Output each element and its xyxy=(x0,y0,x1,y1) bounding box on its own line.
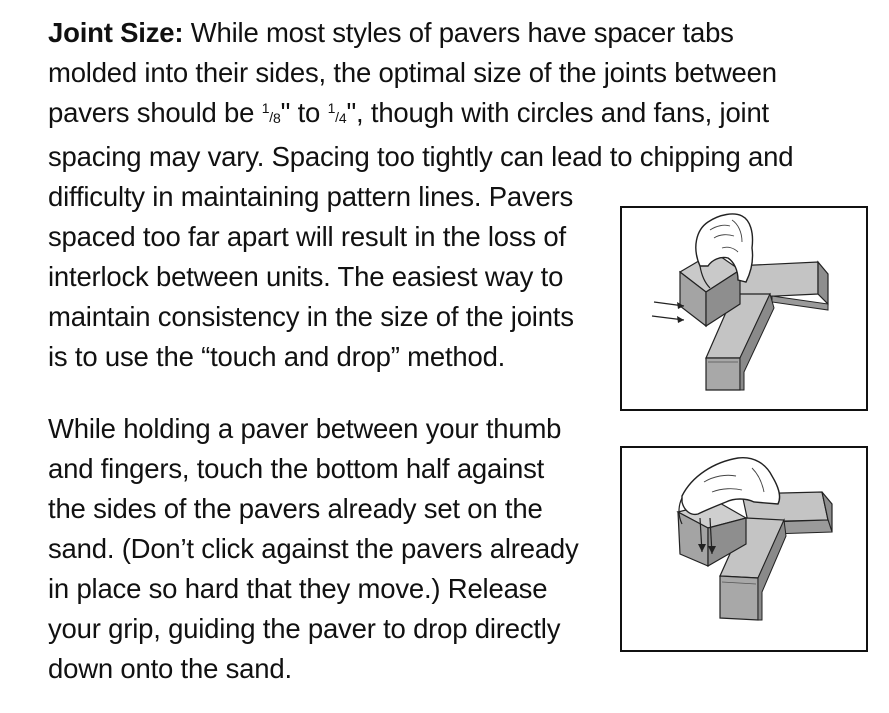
fraction-denominator: 8 xyxy=(272,110,281,126)
fraction-slash: / xyxy=(269,109,273,125)
text-fragment: ", though with circles and fans, joint xyxy=(346,97,769,128)
fraction-numerator: 1 xyxy=(327,100,336,116)
text-line: your grip, guiding the paver to drop directly xyxy=(48,613,561,644)
fraction-denominator: 4 xyxy=(338,110,347,126)
text-fragment: " to xyxy=(280,97,328,128)
text-line: spacing may vary. Spacing too tightly can lead to chipping and xyxy=(48,141,794,172)
text-line: sand. (Don’t click against the pavers already xyxy=(48,533,579,564)
paragraph-touch-and-drop xyxy=(48,409,579,689)
fraction-slash: / xyxy=(335,109,339,125)
text-fragment: While most styles of pavers have spacer tabs xyxy=(183,17,734,48)
text-line: is to use the “touch and drop” method. xyxy=(48,341,506,372)
text-line: maintain consistency in the size of the joints xyxy=(48,301,574,332)
fraction-one-eighth xyxy=(261,100,281,126)
fraction-numerator: 1 xyxy=(261,100,270,116)
section-heading: Joint Size: xyxy=(48,17,184,48)
laid-paver-front xyxy=(772,296,828,310)
text-line: and fingers, touch the bottom half against xyxy=(48,453,545,484)
fraction-one-quarter xyxy=(327,100,347,126)
text-line xyxy=(48,13,793,53)
text-line xyxy=(48,93,793,137)
text-line: the sides of the pavers already set on the xyxy=(48,493,543,524)
figure-touch-paver xyxy=(620,206,868,411)
laid-paver-stem-face xyxy=(706,358,740,390)
laid-paver-side xyxy=(818,262,828,304)
text-line: While holding a paver between your thumb xyxy=(48,413,562,444)
text-line: in place so hard that they move.) Release xyxy=(48,573,548,604)
text-line: molded into their sides, the optimal size of the joints between xyxy=(48,57,777,88)
text-line: down onto the sand. xyxy=(48,653,292,684)
hand-touch-paver-icon xyxy=(622,208,866,409)
text-line: difficulty in maintaining pattern lines. Pavers xyxy=(48,181,574,212)
text-line: interlock between units. The easiest way to xyxy=(48,261,564,292)
text-fragment: pavers should be xyxy=(48,97,262,128)
hand-drop-paver-icon xyxy=(622,448,866,650)
figure-drop-paver xyxy=(620,446,868,652)
text-line: spaced too far apart will result in the loss of xyxy=(48,221,566,252)
